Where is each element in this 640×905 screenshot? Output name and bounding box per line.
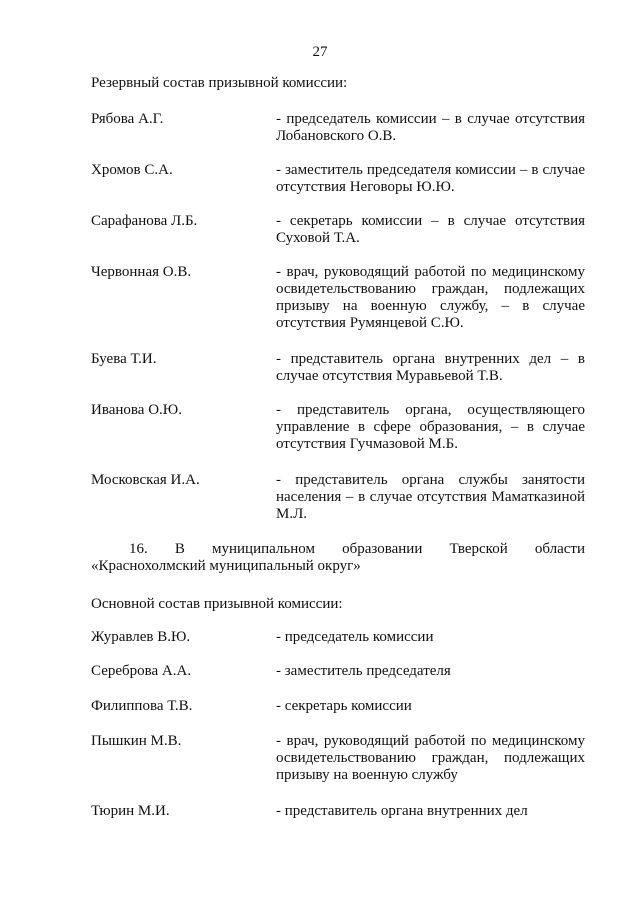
member-role: - секретарь комиссии – в случае отсутствия Суховой Т.А. bbox=[276, 213, 585, 246]
main-heading: Основной состав призывной комиссии: bbox=[91, 596, 343, 612]
member-name: Хромов С.А. bbox=[91, 162, 173, 178]
member-role: - врач, руководящий работой по медицинскому освидетельствованию граждан, подлежащих призыву на военную службу bbox=[276, 733, 585, 783]
page-number: 27 bbox=[312, 44, 328, 60]
member-name: Московская И.А. bbox=[91, 472, 200, 488]
member-name: Сереброва А.А. bbox=[91, 663, 192, 679]
member-role: - представитель органа службы занятости населения – в случае отсутствия Маматказиной М.Л. bbox=[276, 472, 585, 522]
member-role: - заместитель председателя bbox=[276, 663, 451, 679]
member-role: - председатель комиссии – в случае отсутствия Лобановского О.В. bbox=[276, 111, 585, 144]
member-name: Тюрин М.И. bbox=[91, 803, 170, 819]
member-name: Сарафанова Л.Б. bbox=[91, 213, 198, 229]
section-heading: 16. В муниципальном образовании Тверской области «Краснохолмский муниципальный округ» bbox=[91, 541, 585, 574]
member-name: Пышкин М.В. bbox=[91, 733, 182, 749]
member-name: Иванова О.Ю. bbox=[91, 402, 182, 418]
member-role: - заместитель председателя комиссии – в случае отсутствия Неговоры Ю.Ю. bbox=[276, 162, 585, 195]
member-role: - врач, руководящий работой по медицинскому освидетельствованию граждан, подлежащих призыву на военную службу, – в случае отсутствия Румянцевой С.Ю. bbox=[276, 264, 585, 331]
member-name: Журавлев В.Ю. bbox=[91, 629, 191, 645]
member-name: Буева Т.И. bbox=[91, 351, 157, 367]
member-name: Рябова А.Г. bbox=[91, 111, 164, 127]
member-role: - представитель органа внутренних дел bbox=[276, 803, 528, 819]
member-role: - секретарь комиссии bbox=[276, 698, 412, 714]
member-role: - председатель комиссии bbox=[276, 629, 434, 645]
member-name: Филиппова Т.В. bbox=[91, 698, 193, 714]
member-role: - представитель органа, осуществляющего управление в сфере образования, – в случае отсутствия Гучмазовой М.Б. bbox=[276, 402, 585, 452]
reserve-heading: Резервный состав призывной комиссии: bbox=[91, 75, 348, 91]
member-role: - представитель органа внутренних дел – в случае отсутствия Муравьевой Т.В. bbox=[276, 351, 585, 384]
member-name: Червонная О.В. bbox=[91, 264, 192, 280]
